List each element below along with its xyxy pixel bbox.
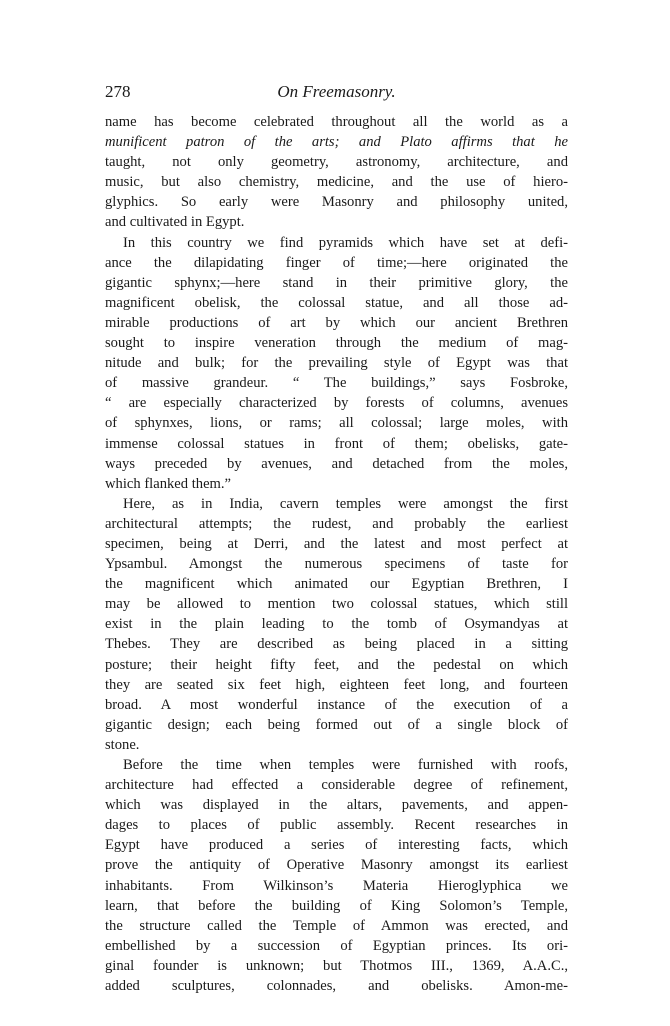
body-text xyxy=(105,112,568,996)
text-line: stone. xyxy=(105,736,140,753)
text-line: broad. A most wonderful instance of the execution of a xyxy=(105,696,568,713)
text-line: ways preceded by avenues, and detached from the moles, xyxy=(105,455,568,472)
text-line: Thebes. They are described as being placed in a sitting xyxy=(105,636,568,653)
text-line: nitude and bulk; for the prevailing style of Egypt was that xyxy=(105,355,568,372)
book-page xyxy=(105,80,568,996)
paragraph-2 xyxy=(105,233,568,494)
text-line: they are seated six feet high, eighteen feet long, and fourteen xyxy=(105,676,568,693)
text-line: inhabitants. From Wilkinson’s Materia Hieroglyphica we xyxy=(105,877,568,894)
text-line: mirable productions of art by which our ancient Brethren xyxy=(105,314,568,331)
text-line: music, but also chemistry, medicine, and the use of hiero- xyxy=(105,174,568,191)
text-line: the structure called the Temple of Ammon was erected, and xyxy=(105,917,568,934)
text-line: posture; their height fifty feet, and the pedestal on which xyxy=(105,656,568,673)
text-line: the magnificent which animated our Egyptian Brethren, I xyxy=(105,576,568,593)
text-line: prove the antiquity of Operative Masonry amongst its earliest xyxy=(105,857,568,874)
text-line: specimen, being at Derri, and the latest and most perfect at xyxy=(105,535,568,552)
text-line: Ypsambul. Amongst the numerous specimens of taste for xyxy=(105,556,568,573)
text-line: embellished by a succession of Egyptian princes. Its ori- xyxy=(105,937,568,954)
text-line: may be allowed to mention two colossal statues, which still xyxy=(105,596,568,613)
running-title: On Freemasonry. xyxy=(277,82,396,101)
text-line: of sphynxes, lions, or rams; all colossal; large moles, with xyxy=(105,415,568,432)
text-line: ance the dilapidating finger of time;—here originated the xyxy=(105,254,568,271)
paragraph-1 xyxy=(105,112,568,233)
text-line: magnificent obelisk, the colossal statue, and all those ad- xyxy=(105,294,568,311)
text-line: which was displayed in the altars, pavements, and appen- xyxy=(105,797,568,814)
text-line: munificent patron of the arts; and Plato affirms that he xyxy=(105,134,568,151)
text-line: and cultivated in Egypt. xyxy=(105,214,245,231)
page-header xyxy=(105,80,568,104)
text-line: which flanked them.” xyxy=(105,475,232,492)
text-line: learn, that before the building of King Solomon’s Temple, xyxy=(105,897,568,914)
page-number: 278 xyxy=(105,82,131,101)
text-line: Before the time when temples were furnished with roofs, xyxy=(123,757,568,773)
text-line: of massive grandeur. “ The buildings,” says Fosbroke, xyxy=(105,375,568,392)
text-line: sought to inspire veneration through the medium of mag- xyxy=(105,335,568,352)
text-line: “ are especially characterized by forests of columns, avenues xyxy=(105,395,568,412)
text-line: name has become celebrated throughout all the world as a xyxy=(105,114,568,130)
text-line: In this country we find pyramids which have set at defi- xyxy=(123,234,568,251)
paragraph-4 xyxy=(105,755,568,996)
paragraph-3 xyxy=(105,494,568,755)
text-line: gigantic design; each being formed out of a single block of xyxy=(105,716,568,733)
text-line: immense colossal statues in front of them; obelisks, gate- xyxy=(105,435,568,452)
text-line: taught, not only geometry, astronomy, architecture, and xyxy=(105,154,568,171)
text-line: architecture had effected a considerable degree of refinement, xyxy=(105,777,568,794)
text-line: gigantic sphynx;—here stand in their primitive glory, the xyxy=(105,274,568,291)
text-line: glyphics. So early were Masonry and philosophy united, xyxy=(105,194,568,211)
text-line: dages to places of public assembly. Recent researches in xyxy=(105,817,568,834)
text-line: Egypt have produced a series of interesting facts, which xyxy=(105,837,568,854)
text-line: exist in the plain leading to the tomb of Osymandyas at xyxy=(105,616,568,633)
text-line: Here, as in India, cavern temples were amongst the first xyxy=(123,495,568,512)
text-line: added sculptures, colonnades, and obelisks. Amon-me- xyxy=(105,978,568,995)
text-line: ginal founder is unknown; but Thotmos III., 1369, A.A.C., xyxy=(105,957,568,974)
text-line: architectural attempts; the rudest, and probably the earliest xyxy=(105,515,568,532)
